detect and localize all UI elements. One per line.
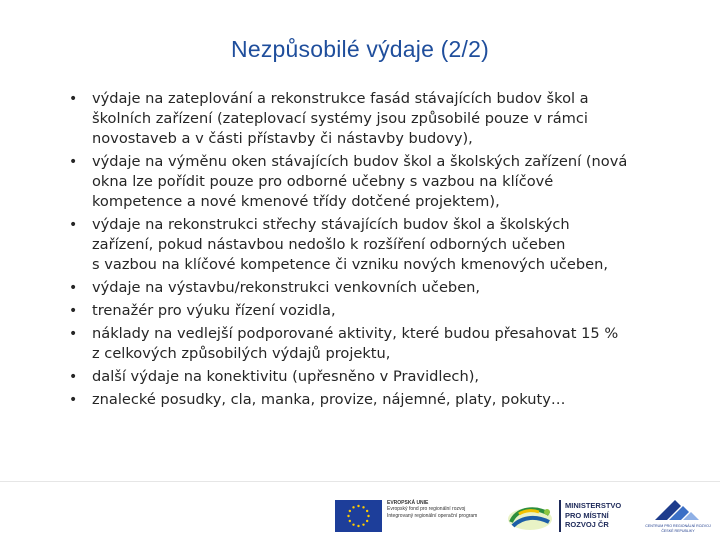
crr-line1: CENTRUM PRO REGIONÁLNÍ ROZVOJ: [645, 524, 711, 528]
eu-text-line3: Integrovaný regionální operační program: [387, 512, 478, 519]
eu-text-line1: EVROPSKÁ UNIE: [387, 500, 429, 506]
bullet-line: další výdaje na konektivitu (upřesněno v Pravidlech),: [92, 368, 480, 385]
eu-star-icon: [357, 505, 359, 507]
bullet-line: z celkových způsobilých výdajů projektu,: [92, 345, 391, 362]
eu-text: [387, 500, 497, 519]
bullet-text: [92, 278, 690, 298]
bullet-line: výdaje na rekonstrukci střechy stávajících budov škol a školských: [92, 216, 570, 233]
bullet-text: [92, 301, 690, 321]
eu-star-icon: [366, 510, 368, 512]
bullet-text: [92, 215, 690, 275]
list-item: [50, 89, 690, 149]
bullet-text: [92, 152, 690, 212]
eu-star-icon: [362, 506, 364, 508]
bullet-line: výdaje na výstavbu/rekonstrukci venkovních učeben,: [92, 279, 481, 296]
crr-text: [645, 524, 711, 533]
eu-stars-icon: [335, 500, 382, 532]
eu-star-icon: [349, 510, 351, 512]
eu-star-icon: [357, 525, 359, 527]
ministry-line3: ROZVOJ ČR: [565, 520, 609, 529]
crr-line2: ČESKÉ REPUBLIKY: [661, 528, 695, 533]
ministry-logo: [565, 501, 640, 530]
bullet-line: trenažér pro výuku řízení vozidla,: [92, 302, 336, 319]
iop-logo-icon: [505, 500, 555, 534]
bullet-line: s vazbou na klíčové kompetence či vzniku nových kmenových učeben,: [92, 256, 609, 273]
eu-star-icon: [352, 506, 354, 508]
list-item: [50, 324, 690, 364]
eu-star-icon: [367, 515, 369, 517]
bullet-line: zařízení, pokud nástavbou nedošlo k rozšíření odborných učeben: [92, 236, 566, 253]
ministry-line1: MINISTERSTVO: [565, 501, 622, 510]
eu-star-icon: [366, 520, 368, 522]
bullet-dot: •: [69, 280, 78, 296]
bullet-list: [50, 89, 690, 413]
eu-text-line2: Evropský fond pro regionální rozvoj: [387, 506, 466, 513]
bullet-dot: •: [69, 369, 78, 385]
bullet-line: kompetence a nové kmenové třídy dotčené projektem),: [92, 193, 500, 210]
bullet-dot: •: [69, 154, 78, 170]
ministry-line2: PRO MÍSTNÍ: [565, 510, 609, 520]
bullet-line: výdaje na výměnu oken stávajících budov škol a školských zařízení (nová: [92, 153, 628, 170]
list-item: [50, 301, 690, 321]
bullet-dot: •: [69, 217, 78, 233]
slide-title: Nezpůsobilé výdaje (2/2): [231, 36, 489, 62]
eu-star-icon: [347, 515, 349, 517]
list-item: [50, 152, 690, 212]
bullet-dot: •: [69, 326, 78, 342]
bullet-line: novostaveb a v části přístavby či nástavby budovy),: [92, 130, 473, 147]
eu-flag-icon: [335, 500, 382, 532]
bullet-line: školních zařízení (zateplovací systémy jsou způsobilé pouze v rámci: [92, 110, 588, 127]
eu-star-icon: [349, 520, 351, 522]
list-item: [50, 278, 690, 298]
bullet-line: výdaje na zateplování a rekonstrukce fasád stávajících budov škol a: [92, 90, 589, 107]
list-item: [50, 367, 690, 387]
bullet-text: [92, 324, 690, 364]
eu-star-icon: [352, 523, 354, 525]
bullet-line: okna lze pořídit pouze pro odborné učebny s vazbou na klíčové: [92, 173, 554, 190]
bullet-dot: •: [69, 303, 78, 319]
bullet-text: [92, 89, 690, 149]
bullet-line: náklady na vedlejší podporované aktivity, které budou přesahovat 15 %: [92, 325, 619, 342]
list-item: [50, 390, 690, 410]
bullet-text: [92, 390, 690, 410]
bullet-dot: •: [69, 91, 78, 107]
list-item: [50, 215, 690, 275]
eu-star-icon: [362, 523, 364, 525]
bullet-dot: •: [69, 392, 78, 408]
bullet-text: [92, 367, 690, 387]
bullet-line: znalecké posudky, cla, manka, provize, nájemné, platy, pokuty…: [92, 391, 566, 408]
ministry-bar: [559, 500, 561, 532]
